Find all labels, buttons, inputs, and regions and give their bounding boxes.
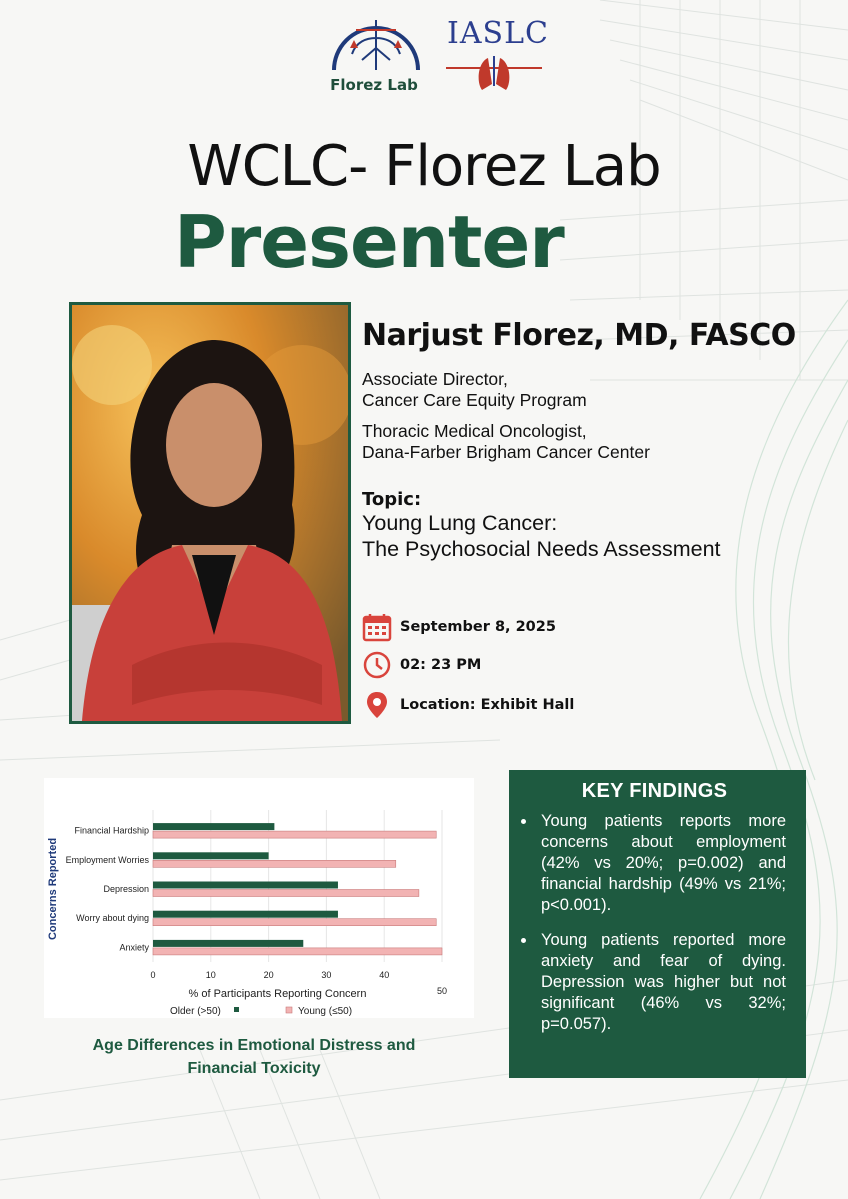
bar-older <box>153 852 269 859</box>
y-axis-label: Concerns Reported <box>47 837 59 941</box>
category-label: Depression <box>103 884 149 894</box>
x-tick-label: 50 <box>436 986 448 996</box>
key-finding-item: • Young patients reports more concerns about employment (42% vs 20%; p=0.002) and financial hardship (49% vs 21%; p<0.001). <box>537 811 786 916</box>
presenter-info <box>362 318 832 562</box>
bar-older <box>153 911 338 918</box>
role-line: Associate Director, <box>362 369 508 389</box>
event-date-text: September 8, 2025 <box>400 619 556 635</box>
chart-caption <box>44 1034 464 1080</box>
role-line: Dana-Farber Brigham Cancer Center <box>362 442 650 462</box>
event-time <box>362 650 481 680</box>
bar-young <box>153 860 396 867</box>
role-line: Cancer Care Equity Program <box>362 390 587 410</box>
x-axis-label: % of Participants Reporting Concern <box>188 988 367 1000</box>
event-date <box>362 612 556 642</box>
legend-label-young: Young (≤50) <box>298 1006 353 1017</box>
category-label: Worry about dying <box>76 913 149 924</box>
presenter-photo <box>69 302 351 724</box>
x-tick-label: 10 <box>205 970 216 980</box>
chart-caption-line-2: Financial Toxicity <box>187 1060 321 1077</box>
legend-label-older: Older (>50) <box>170 1006 221 1017</box>
location-pin-icon <box>362 690 392 720</box>
clock-icon <box>362 650 392 680</box>
legend-swatch-older <box>234 1007 239 1012</box>
calendar-icon <box>362 612 392 642</box>
category-label: Financial Hardship <box>74 825 149 836</box>
chart-caption-line-1: Age Differences in Emotional Distress and <box>92 1037 416 1054</box>
legend-swatch-young <box>286 1007 292 1013</box>
bar-older <box>153 940 303 947</box>
bar-young <box>153 919 436 926</box>
page-title: WCLC- Florez Lab <box>187 134 661 199</box>
bar-older <box>153 823 274 830</box>
presenter-role-1 <box>362 369 832 411</box>
bar-young <box>153 948 442 955</box>
x-tick-label: 20 <box>263 970 274 980</box>
chart-svg <box>44 778 474 1018</box>
x-tick-label: 30 <box>321 970 332 980</box>
key-findings-title: KEY FINDINGS <box>581 780 728 802</box>
key-findings-list <box>523 811 786 1035</box>
topic-line-2: The Psychosocial Needs Assessment <box>362 537 721 561</box>
florez-lab-label: Florez Lab <box>330 76 418 94</box>
presenter-name: Narjust Florez, MD, FASCO <box>362 318 796 353</box>
presenter-role-2 <box>362 421 832 463</box>
page-subtitle: Presenter <box>174 200 564 284</box>
bar-young <box>153 831 436 838</box>
x-tick-label: 0 <box>150 970 156 980</box>
event-location-text: Location: Exhibit Hall <box>400 697 575 713</box>
role-line: Thoracic Medical Oncologist, <box>362 421 587 441</box>
topic-heading: Topic: <box>362 489 422 510</box>
key-findings-panel <box>509 770 806 1078</box>
iaslc-label: IASLC <box>447 16 549 51</box>
x-tick-label: 40 <box>379 970 390 980</box>
concerns-chart <box>44 778 474 1018</box>
logo-bar <box>0 8 848 98</box>
topic-line-1: Young Lung Cancer: <box>362 511 558 535</box>
iaslc-lung-logo <box>442 52 546 94</box>
category-label: Employment Worries <box>65 854 149 865</box>
event-location <box>362 690 574 720</box>
event-time-text: 02: 23 PM <box>400 657 482 673</box>
key-finding-item: • Young patients reported more anxiety and fear of dying. Depression was higher but not significant (46% vs 32%; p=0.057). <box>537 930 786 1035</box>
bar-older <box>153 882 338 889</box>
category-label: Anxiety <box>119 942 149 953</box>
bar-young <box>153 890 419 897</box>
